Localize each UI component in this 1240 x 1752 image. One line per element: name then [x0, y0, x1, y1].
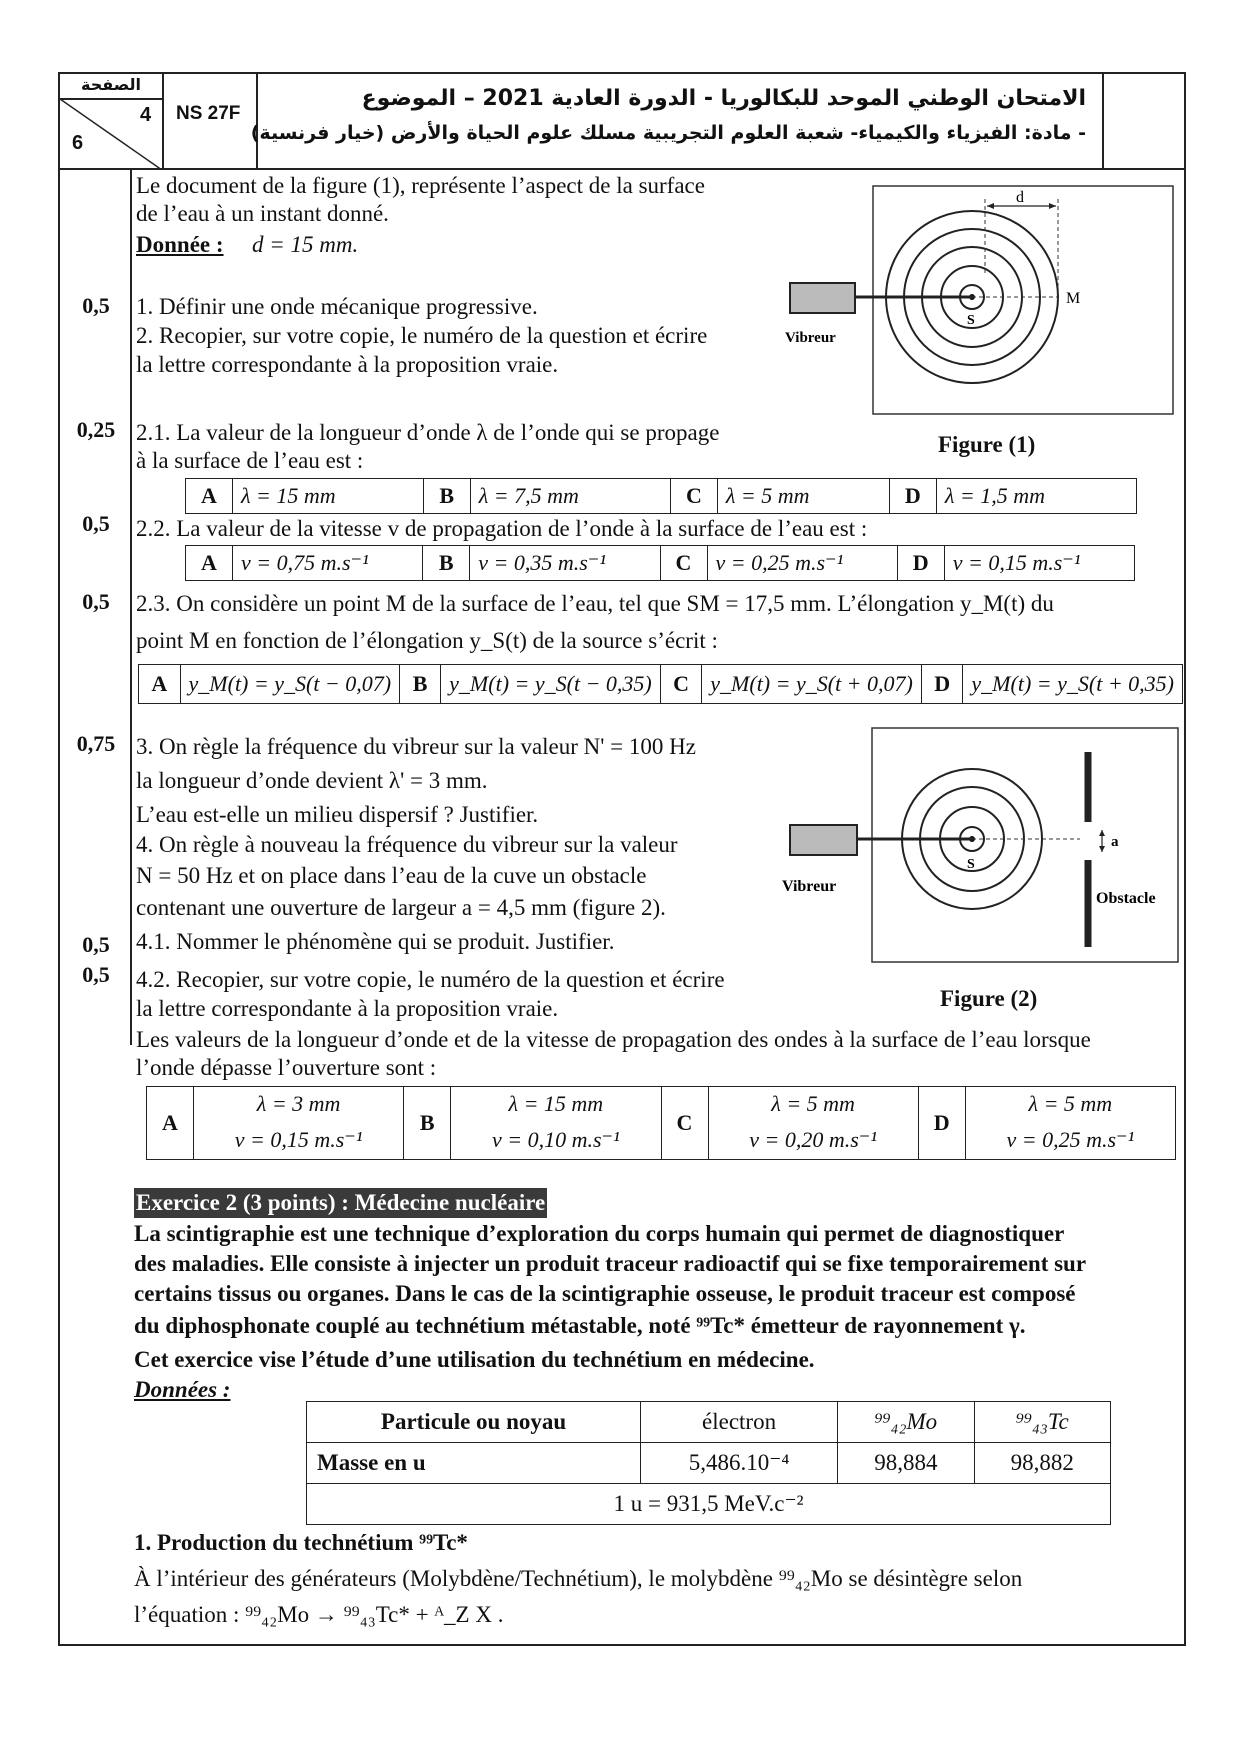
option-value: v = 0,25 m.s⁻¹: [707, 546, 897, 581]
exercise-2-text: du diphosphonate couplé au technétium métastable, noté ⁹⁹Tc* émetteur de rayonnement γ.: [134, 1313, 1026, 1338]
score: 0,5: [82, 962, 110, 987]
exercise-2-text: des maladies. Elle consiste à injecter un produit traceur radioactif qui se fixe temporairement sur: [134, 1251, 1087, 1276]
exercise-2-title: Exercice 2 (3 points) : Médecine nucléaire: [134, 1188, 547, 1218]
intro-text: Le document de la figure (1), représente l’aspect de la surface: [136, 173, 705, 198]
option-letter: C: [670, 479, 717, 514]
option-letter: D: [889, 479, 936, 514]
option-letter: B: [423, 546, 470, 581]
question-4-2: Les valeurs de la longueur d’onde et de la vitesse de propagation des ondes à la surface de l’eau lorsque: [136, 1027, 1091, 1052]
option-value: y_M(t) = y_S(t + 0,35): [963, 665, 1183, 704]
options-2-2: [185, 545, 1135, 581]
figure-2-vibreur-label: Vibreur: [782, 878, 837, 895]
option-letter: C: [660, 665, 702, 704]
exercise-2-text: La scintigraphie est une technique d’exploration du corps humain qui permet de diagnostiquer: [134, 1221, 1065, 1246]
option-value: y_M(t) = y_S(t − 0,07): [180, 665, 400, 704]
option-value: v = 0,75 m.s⁻¹: [233, 546, 423, 581]
score: 0,5: [82, 293, 110, 318]
question-1: 1. Définir une onde mécanique progressive.: [136, 294, 538, 319]
figure-1-caption: Figure (1): [938, 432, 1036, 457]
options-2-1: [185, 478, 1137, 514]
options-2-3: [138, 664, 1183, 704]
question-2-3: 2.3. On considère un point M de la surface de l’eau, tel que SM = 17,5 mm. L’élongation y_M(t) du: [136, 591, 1054, 616]
question-3: la longueur d’onde devient λ' = 3 mm.: [136, 768, 488, 793]
page-number: 4: [140, 104, 152, 126]
figure-1-diagram: [780, 185, 1175, 415]
question-2-1: 2.1. La valeur de la longueur d’onde λ de l’onde qui se propage: [136, 420, 720, 445]
figure-1-vibreur-label: Vibreur: [785, 330, 836, 346]
figure-1-m-label: M: [1066, 290, 1081, 307]
exercise-2-text: Cet exercice vise l’étude d’une utilisation du technétium en médecine.: [134, 1347, 815, 1372]
option-v: v = 0,20 m.s⁻¹: [708, 1121, 918, 1160]
option-letter: B: [423, 479, 470, 514]
page-total: 6: [72, 132, 84, 154]
option-value: v = 0,15 m.s⁻¹: [944, 546, 1134, 581]
option-letter: A: [147, 1087, 194, 1160]
option-lambda: λ = 3 mm: [194, 1087, 404, 1122]
exam-subject: - مادة: الفيزياء والكيمياء- شعبة العلوم التجريبية مسلك علوم الحياة والأرض (خيار فرنسية): [250, 122, 1086, 144]
option-v: v = 0,15 m.s⁻¹: [194, 1121, 404, 1160]
figure-2-s-label: S: [967, 857, 975, 872]
question-4: N = 50 Hz et on place dans l’eau de la cuve un obstacle: [136, 863, 647, 888]
question-4-2: l’onde dépasse l’ouverture sont :: [136, 1055, 437, 1080]
mass-data-table: [306, 1401, 1111, 1525]
question-2-1: à la surface de l’eau est :: [136, 448, 364, 473]
option-value: v = 0,35 m.s⁻¹: [470, 546, 660, 581]
figure-1-s-label: S: [967, 313, 975, 328]
table-cell: 5,486.10⁻⁴: [641, 1443, 838, 1484]
option-value: λ = 7,5 mm: [470, 479, 670, 514]
option-letter: C: [661, 1087, 708, 1160]
option-letter: B: [400, 665, 441, 704]
option-value: λ = 5 mm: [717, 479, 889, 514]
option-letter: D: [897, 546, 944, 581]
question-2-3: point M en fonction de l’élongation y_S(t) de la source s’écrit :: [136, 628, 718, 653]
option-letter: D: [921, 665, 963, 704]
table-cell: 1 u = 931,5 MeV.c⁻²: [307, 1484, 1111, 1525]
section-1-text: l’équation : ⁹⁹₄₂Mo → ⁹⁹₄₃Tc* + ᴬ_Z X .: [134, 1602, 504, 1627]
option-value: λ = 1,5 mm: [936, 479, 1136, 514]
page-label: الصفحة: [80, 75, 141, 94]
figure-2-caption: Figure (2): [940, 986, 1038, 1011]
option-lambda: λ = 5 mm: [708, 1087, 918, 1122]
donnee-value: d = 15 mm.: [252, 232, 359, 257]
option-letter: A: [186, 479, 233, 514]
option-value: λ = 15 mm: [233, 479, 424, 514]
question-3: L’eau est-elle un milieu dispersif ? Justifier.: [136, 802, 539, 827]
table-header: ⁹⁹₄₃Tc: [974, 1402, 1110, 1443]
options-4-2: [146, 1086, 1176, 1160]
table-cell: Masse en u: [307, 1443, 641, 1484]
donnees-label: Données :: [134, 1377, 231, 1402]
option-letter: A: [186, 546, 233, 581]
donnee-label: Donnée :: [136, 232, 224, 257]
question-4-2: 4.2. Recopier, sur votre copie, le numéro de la question et écrire: [136, 967, 725, 992]
table-header: ⁹⁹₄₂Mo: [838, 1402, 974, 1443]
option-value: y_M(t) = y_S(t − 0,35): [441, 665, 661, 704]
score: 0,25: [76, 417, 116, 442]
score: 0,5: [82, 589, 110, 614]
option-letter: A: [139, 665, 181, 704]
option-letter: D: [918, 1087, 965, 1160]
question-4-2: la lettre correspondante à la proposition vraie.: [136, 996, 559, 1021]
score: 0,75: [76, 731, 116, 756]
table-header: électron: [641, 1402, 838, 1443]
score-column-divider: [130, 168, 132, 1045]
section-1-text: À l’intérieur des générateurs (Molybdène/Technétium), le molybdène ⁹⁹₄₂Mo se désintègre selon: [134, 1566, 1023, 1591]
score: 0,5: [82, 932, 110, 957]
score: 0,5: [82, 511, 110, 536]
figure-2-a-label: a: [1111, 834, 1119, 850]
table-header: Particule ou noyau: [307, 1402, 641, 1443]
exercise-2-text: certains tissus ou organes. Dans le cas de la scintigraphie osseuse, le produit traceur est composé: [134, 1281, 1076, 1306]
figure-2-obstacle-label: Obstacle: [1096, 890, 1156, 907]
header-divider: [1102, 72, 1104, 170]
table-cell: 98,884: [838, 1443, 974, 1484]
option-v: v = 0,25 m.s⁻¹: [965, 1121, 1175, 1160]
option-lambda: λ = 15 mm: [451, 1087, 661, 1122]
option-letter: C: [660, 546, 707, 581]
figure-1-d-label: d: [1016, 189, 1024, 206]
question-2: la lettre correspondante à la proposition vraie.: [136, 352, 559, 377]
intro-text: de l’eau à un instant donné.: [136, 201, 389, 226]
figure-2-diagram: [780, 727, 1180, 967]
exam-code: NS 27F: [176, 103, 241, 124]
question-3: 3. On règle la fréquence du vibreur sur la valeur N' = 100 Hz: [136, 734, 696, 759]
option-v: v = 0,10 m.s⁻¹: [451, 1121, 661, 1160]
question-4: contenant une ouverture de largeur a = 4,5 mm (figure 2).: [136, 895, 666, 920]
option-lambda: λ = 5 mm: [965, 1087, 1175, 1122]
question-2-2: 2.2. La valeur de la vitesse v de propagation de l’onde à la surface de l’eau est :: [136, 516, 868, 541]
table-cell: 98,882: [974, 1443, 1110, 1484]
question-2: 2. Recopier, sur votre copie, le numéro de la question et écrire: [136, 323, 708, 348]
question-4-1: 4.1. Nommer le phénomène qui se produit. Justifier.: [136, 929, 615, 954]
option-value: y_M(t) = y_S(t + 0,07): [702, 665, 922, 704]
question-4: 4. On règle à nouveau la fréquence du vibreur sur la valeur: [136, 832, 678, 857]
exam-title: الامتحان الوطني الموحد للبكالوريا - الدورة العادية 2021 – الموضوع: [361, 86, 1086, 111]
header-divider: [162, 72, 164, 170]
option-letter: B: [404, 1087, 451, 1160]
section-1-title: 1. Production du technétium ⁹⁹Tc*: [134, 1530, 468, 1555]
